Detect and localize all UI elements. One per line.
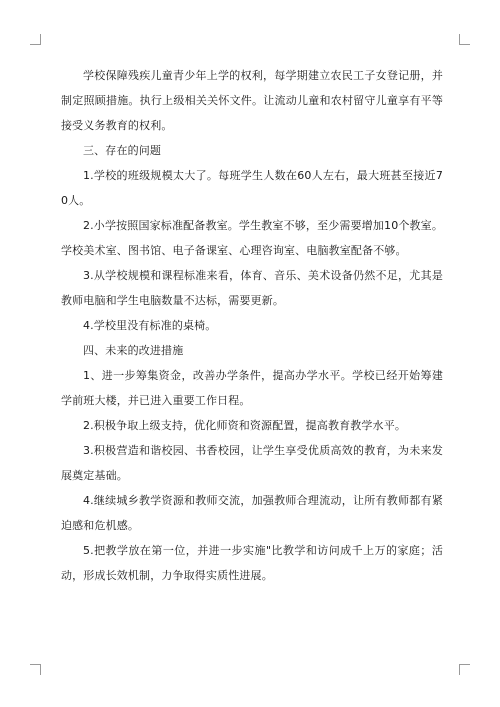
measure-item-3: 3.积极营造和谐校园、书香校园，让学生享受优质高效的教育，为未来发展奠定基础。 bbox=[61, 444, 443, 482]
heading-improvement-measures: 四、未来的改进措施 bbox=[83, 344, 184, 357]
paragraph-rights: 学校保障残疾儿童青少年上学的权利，每学期建立农民工子女登记册，并制定照顾措施。执行上级相关关怀文件。让流动儿童和农村留守儿童享有平等接受义务教育的权利。 bbox=[61, 69, 443, 132]
crop-mark-bottom-left bbox=[30, 664, 41, 675]
document-body bbox=[61, 63, 443, 588]
crop-mark-bottom-right bbox=[459, 664, 470, 675]
heading-existing-problems: 三、存在的问题 bbox=[83, 144, 162, 157]
problem-item-3: 3.从学校规模和课程标准来看，体育、音乐、美术设备仍然不足，尤其是教师电脑和学生电脑数量不达标，需要更新。 bbox=[61, 269, 443, 307]
crop-mark-top-left bbox=[30, 34, 41, 45]
measure-item-2: 2.积极争取上级支持，优化师资和资源配置，提高教育教学水平。 bbox=[83, 419, 406, 432]
problem-item-2: 2.小学按照国家标准配备教室。学生教室不够，至少需要增加10个教室。学校美术室、图书馆、电子备课室、心理咨询室、电脑教室配备不够。 bbox=[61, 219, 443, 257]
measure-item-4: 4.继续城乡教学资源和教师交流，加强教师合理流动，让所有教师都有紧迫感和危机感。 bbox=[61, 494, 443, 532]
problem-item-1: 1.学校的班级规模太大了。每班学生人数在60人左右，最大班甚至接近70人。 bbox=[61, 169, 443, 207]
measure-item-1: 1、进一步筹集资金，改善办学条件，提高办学水平。学校已经开始筹建学前班大楼，并已进入重要工作日程。 bbox=[61, 369, 443, 407]
measure-item-5: 5.把教学放在第一位，并进一步实施"比教学和访问成千上万的家庭；活动，形成长效机制，力争取得实质性进展。 bbox=[61, 544, 443, 582]
problem-item-4: 4.学校里没有标准的桌椅。 bbox=[83, 319, 217, 332]
crop-mark-top-right bbox=[459, 34, 470, 45]
